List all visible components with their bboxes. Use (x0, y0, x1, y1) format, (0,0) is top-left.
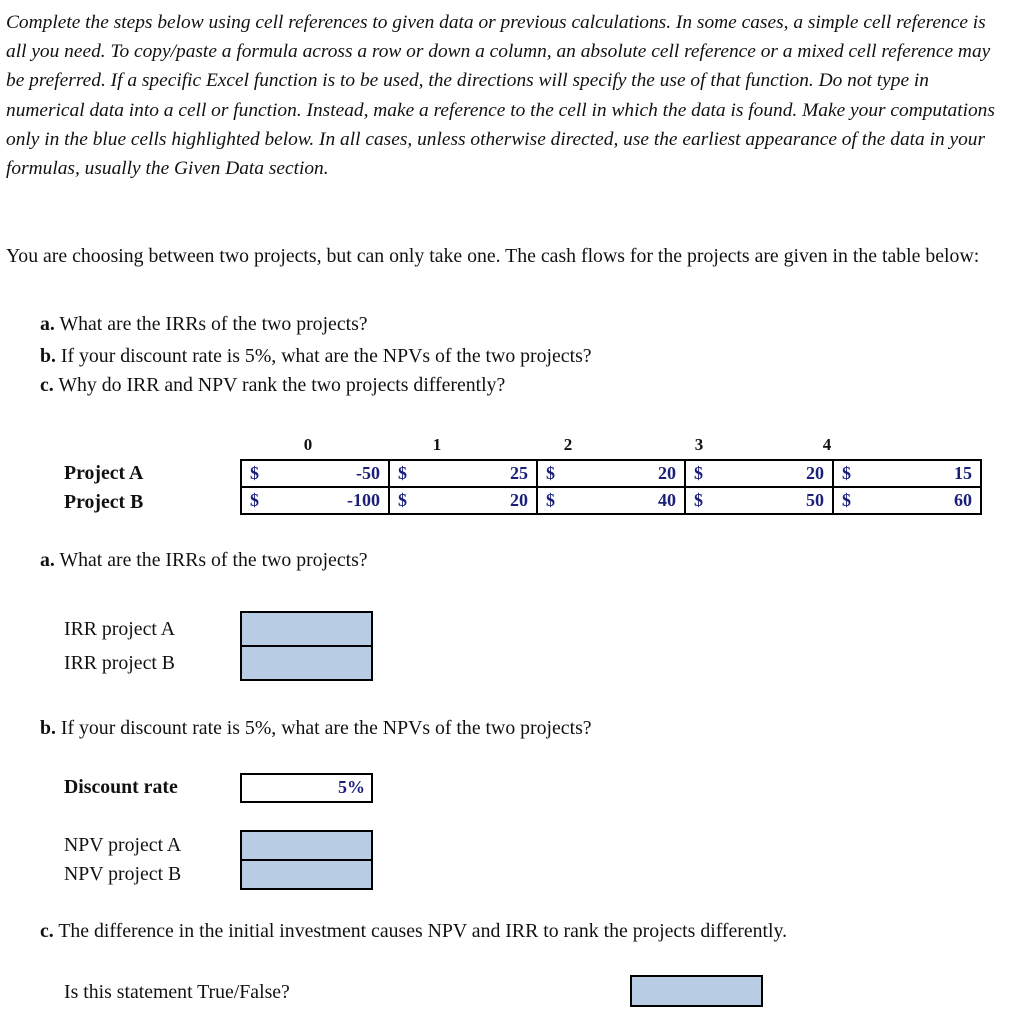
cell-b-0[interactable]: $ -100 (241, 487, 389, 514)
cell-a-0[interactable]: $ -50 (241, 460, 389, 487)
cell-b-2[interactable]: $ 40 (537, 487, 685, 514)
section-c-heading: c. The difference in the initial investment causes NPV and IRR to rank the projects differently. (40, 920, 788, 942)
true-false-label: Is this statement True/False? (64, 981, 290, 1003)
period-3: 3 (694, 435, 704, 454)
period-4: 4 (822, 435, 832, 454)
cell-a-4[interactable]: $ 15 (833, 460, 981, 487)
section-a-heading: a. What are the IRRs of the two projects? (40, 549, 368, 571)
cell-a-1[interactable]: $ 25 (389, 460, 537, 487)
cell-b-1[interactable]: $ 20 (389, 487, 537, 514)
question-a: a. What are the IRRs of the two projects? (40, 313, 368, 335)
cell-b-4[interactable]: $ 60 (833, 487, 981, 514)
npv-a-label: NPV project A (64, 834, 182, 856)
table-row (241, 487, 981, 514)
cash-flow-table (240, 459, 982, 515)
npv-a-input-cell[interactable] (240, 830, 373, 861)
row-label-project-a: Project A (64, 462, 144, 484)
row-label-project-b: Project B (64, 491, 144, 513)
question-c: c. Why do IRR and NPV rank the two projects differently? (40, 374, 506, 396)
npv-b-label: NPV project B (64, 863, 182, 885)
irr-a-input-cell[interactable] (240, 611, 373, 647)
question-b: b. If your discount rate is 5%, what are the NPVs of the two projects? (40, 345, 592, 367)
period-1: 1 (432, 435, 442, 454)
period-2: 2 (563, 435, 573, 454)
cell-a-2[interactable]: $ 20 (537, 460, 685, 487)
discount-rate-label: Discount rate (64, 776, 178, 798)
cell-b-3[interactable]: $ 50 (685, 487, 833, 514)
irr-b-label: IRR project B (64, 652, 175, 674)
instructions-text: Complete the steps below using cell references to given data or previous calculations. In some cases, a simple cell reference is all you need. To copy/paste a formula across a row or down a column, an absolute cell reference or a mixed cell reference may be preferred. If a specific Excel function is to be used, the directions will specify the use of that function. Do not type in numerical data into a cell or function. Instead, make a reference to the cell in which the data is found. Make your computations only in the blue cells highlighted below. In all cases, unless otherwise directed, use the earliest appearance of the data in your formulas, usually the Given Data section. (6, 12, 995, 180)
context-text: You are choosing between two projects, but can only take one. The cash flows for the projects are given in the table below: (6, 245, 980, 267)
discount-rate-cell[interactable]: 5% (240, 773, 373, 803)
period-0: 0 (303, 435, 313, 454)
npv-b-input-cell[interactable] (240, 859, 373, 890)
irr-b-input-cell[interactable] (240, 645, 373, 681)
section-b-heading: b. If your discount rate is 5%, what are the NPVs of the two projects? (40, 717, 592, 739)
irr-a-label: IRR project A (64, 618, 175, 640)
cell-a-3[interactable]: $ 20 (685, 460, 833, 487)
true-false-input-cell[interactable] (630, 975, 763, 1007)
table-row (241, 460, 981, 487)
